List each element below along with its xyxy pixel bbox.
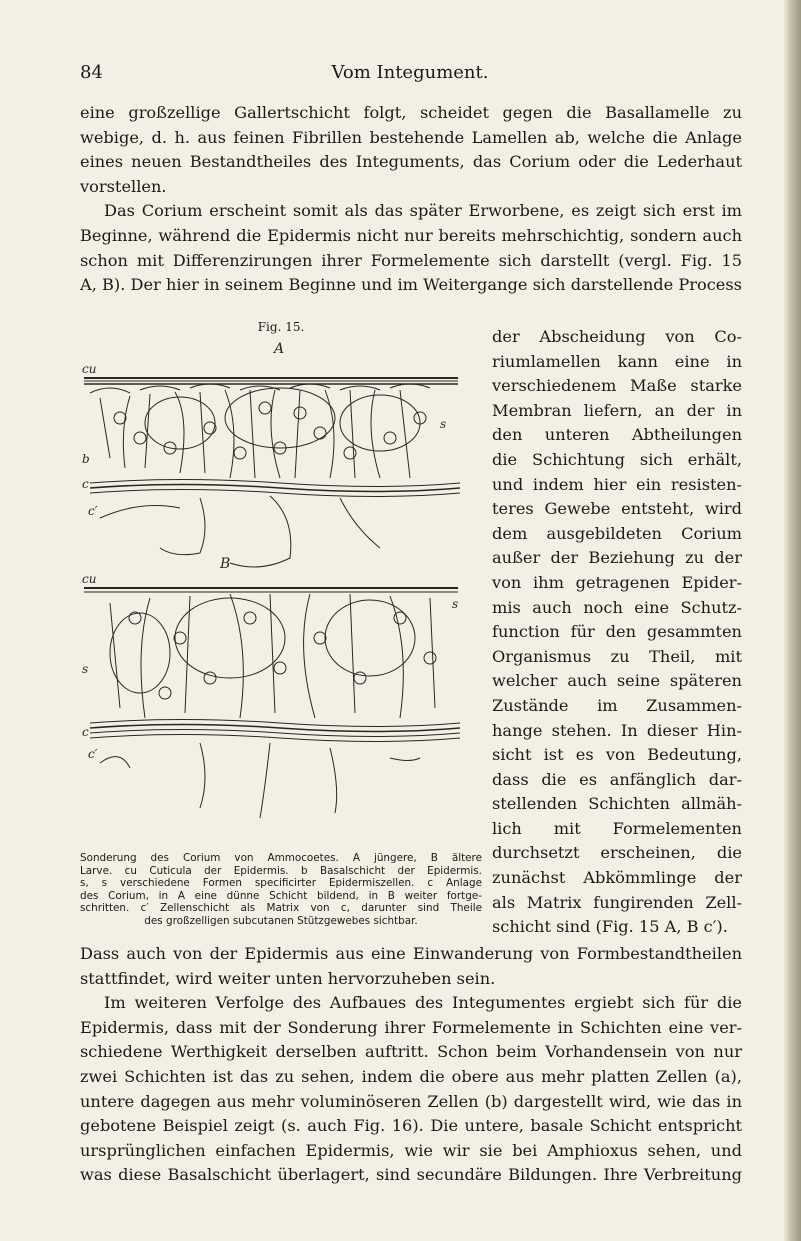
running-title: Vom Integument. — [331, 62, 489, 83]
text-line: was diese Basalschicht überlagert, sind secundäre Bildungen. Ihre Verbreitung — [80, 1165, 742, 1185]
page-edge — [783, 0, 801, 1241]
page-header — [80, 62, 740, 88]
text-line: Zustände im Zusammen- — [492, 695, 742, 715]
figure-label-s-b: s — [452, 597, 459, 611]
text-line: dass die es anfänglich dar- — [492, 769, 742, 789]
text-line: zwei Schichten ist das zu sehen, indem die obere aus mehr platten Zellen (a), — [80, 1066, 742, 1086]
caption-line: s, s verschiedene Formen specificirter Epidermiszellen. c Anlage — [80, 877, 482, 890]
text-line: und indem hier ein resisten- — [492, 474, 742, 494]
figure-label-cu-b: cu — [82, 572, 97, 586]
figure-panel-b-label: B — [220, 556, 231, 572]
figure-15 — [80, 318, 482, 838]
figure-label-s: s — [440, 417, 447, 431]
text-line: stellenden Schichten allmäh- — [492, 794, 742, 814]
text-line: hange stehen. In dieser Hin- — [492, 720, 742, 740]
text-line: Das Corium erscheint somit als das später Erworbene, es zeigt sich erst im — [104, 201, 742, 221]
text-line: zunächst Abkömmlinge der — [492, 868, 742, 888]
text-line: Organismus zu Theil, mit — [492, 646, 742, 666]
text-line: dem ausgebildeten Corium — [492, 523, 742, 543]
text-line: Dass auch von der Epidermis aus eine Einwanderung von Formbestandtheilen — [80, 944, 742, 963]
text-line: schiedene Werthigkeit derselben auftritt. Schon beim Vorhandensein von nur — [80, 1042, 742, 1062]
text-line: untere dagegen aus mehr voluminöseren Zellen (b) dargestellt wird, wie das in — [80, 1091, 742, 1111]
text-line: schon mit Differenzirungen ihrer Formelemente sich darstellt (vergl. Fig. 15 — [80, 250, 742, 270]
text-line: welcher auch seine späteren — [492, 671, 742, 691]
figure-label-s-left: s — [82, 662, 89, 676]
text-line: webige, d. h. aus feinen Fibrillen bestehende Lamellen ab, welche die Anlage — [80, 127, 742, 147]
text-line: außer der Beziehung zu der — [492, 548, 742, 568]
text-line: function für den gesammten — [492, 622, 742, 642]
figure-label-b: b — [82, 452, 90, 466]
text-line: eines neuen Bestandtheiles des Integuments, das Corium oder die Lederhaut — [80, 152, 742, 172]
text-line: vorstellen. — [80, 176, 167, 196]
caption-line: des großzelligen subcutanen Stützgewebes sichtbar. — [144, 914, 418, 927]
figure-label-c: c — [82, 477, 89, 491]
text-line: durchsetzt erscheinen, die — [492, 843, 742, 863]
figure-label-c-b: c — [82, 725, 89, 739]
text-line: verschiedenem Maße starke — [492, 376, 742, 396]
text-line: gebotene Beispiel zeigt (s. auch Fig. 16). Die untere, basale Schicht entspricht — [80, 1116, 742, 1136]
text-line: ursprünglichen einfachen Epidermis, wie wir sie bei Amphioxus sehen, und — [80, 1140, 742, 1160]
text-line: Epidermis, dass mit der Sonderung ihrer Formelemente in Schichten eine ver- — [80, 1017, 742, 1037]
text-line: die Schichtung sich erhält, — [492, 449, 742, 469]
text-top — [80, 101, 742, 298]
text-line: Beginne, während die Epidermis nicht nur bereits mehrschichtig, sondern auch — [80, 225, 742, 245]
text-bottom — [80, 942, 742, 1188]
text-line: Membran liefern, an der in — [492, 400, 742, 420]
figure-number: Fig. 15. — [257, 320, 305, 334]
figure-label-c-prime-b: c′ — [88, 747, 98, 761]
text-line: eine großzellige Gallertschicht folgt, scheidet gegen die Basallamelle zu — [80, 103, 742, 122]
page-number: 84 — [80, 62, 103, 83]
text-line: mis auch noch eine Schutz- — [492, 597, 742, 617]
figure-caption — [80, 852, 482, 928]
text-line: von ihm getragenen Epider- — [492, 572, 742, 592]
caption-line: Larve. cu Cuticula der Epidermis. b Basalschicht der Epidermis. — [80, 864, 482, 877]
text-line: stattfindet, wird weiter unten hervorzuheben sein. — [80, 968, 496, 988]
text-line: den unteren Abtheilungen — [492, 425, 742, 445]
text-line: A, B). Der hier in seinem Beginne und im Weitergange sich darstellende Process — [80, 275, 742, 295]
text-line: teres Gewebe entsteht, wird — [492, 499, 742, 519]
figure-illustration — [80, 318, 482, 838]
text-line: Im weiteren Verfolge des Aufbaues des Integumentes ergiebt sich für die — [104, 993, 742, 1013]
text-line: der Abscheidung von Co- — [492, 327, 742, 346]
text-line: als Matrix fungirenden Zell- — [492, 892, 742, 912]
text-side-column — [492, 325, 742, 940]
text-line: riumlamellen kann eine in — [492, 351, 742, 371]
text-line: sicht ist es von Bedeutung, — [492, 745, 742, 765]
text-line: lich mit Formelementen — [492, 818, 742, 838]
caption-line: schritten. c′ Zellenschicht als Matrix von c, darunter sind Theile — [80, 902, 482, 915]
caption-line: des Corium, in A eine dünne Schicht bildend, in B weiter fortge- — [80, 889, 482, 902]
caption-line: Sonderung des Corium von Ammocoetes. A jüngere, B ältere — [80, 852, 482, 864]
figure-panel-a-label: A — [273, 341, 285, 357]
figure-label-c-prime: c′ — [88, 504, 98, 518]
text-line: schicht sind (Fig. 15 A, B c′). — [492, 917, 728, 937]
figure-label-cu: cu — [82, 362, 97, 376]
